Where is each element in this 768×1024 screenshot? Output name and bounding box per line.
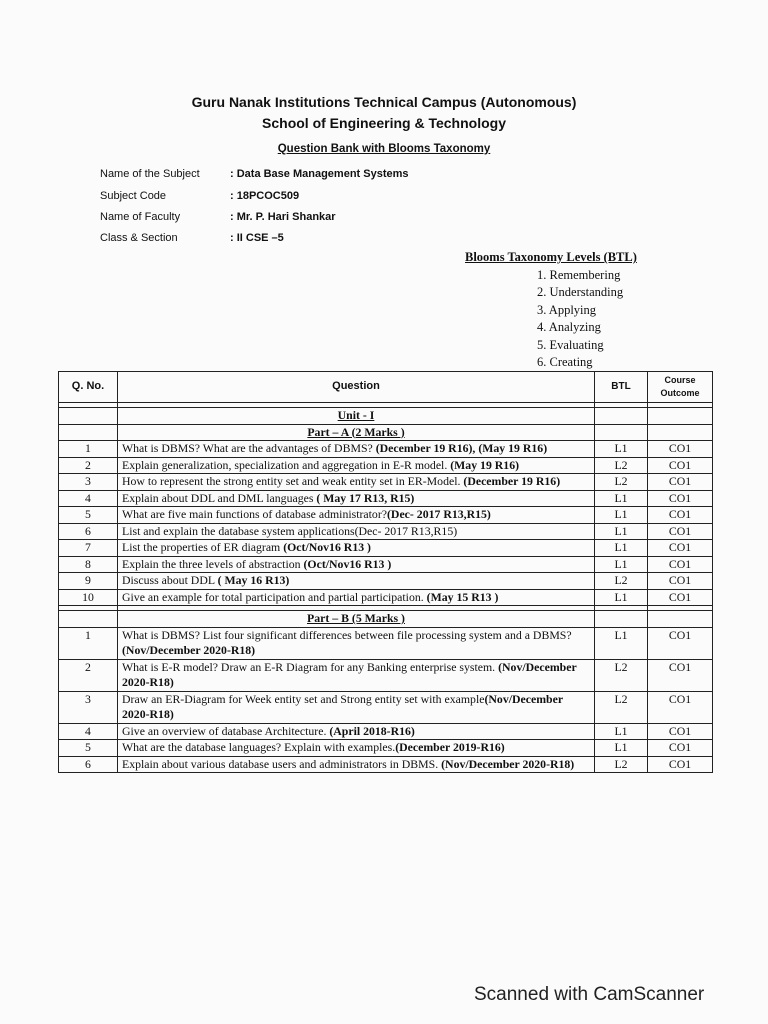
course-outcome bbox=[648, 723, 713, 740]
question-text bbox=[118, 691, 595, 723]
question-number-value: 10 bbox=[82, 589, 94, 604]
question-number-value: 4 bbox=[85, 490, 91, 505]
info-row-class bbox=[100, 230, 284, 250]
btl-level-value: L1 bbox=[614, 523, 628, 538]
question-text-value: Explain about various database users and administrators in DBMS. bbox=[122, 756, 442, 771]
btl-level-value: L2 bbox=[614, 691, 628, 706]
question-text-value: Give an overview of database Architecture. bbox=[122, 723, 330, 738]
part-a-title: Part – A (2 Marks ) bbox=[118, 424, 595, 441]
btl-level bbox=[595, 507, 648, 524]
institution-header bbox=[0, 92, 768, 134]
school-name: School of Engineering & Technology bbox=[262, 115, 506, 131]
question-number-value: 7 bbox=[85, 540, 91, 554]
course-outcome-value: CO1 bbox=[668, 691, 692, 706]
question-number bbox=[59, 573, 118, 590]
btl-level: 3. Applying bbox=[537, 302, 597, 317]
table-row bbox=[59, 540, 713, 557]
info-label: Subject Code bbox=[100, 190, 167, 202]
question-text bbox=[118, 540, 595, 557]
question-number bbox=[59, 659, 118, 691]
btl-level-value: L1 bbox=[614, 490, 628, 505]
btl-level-value: L2 bbox=[614, 659, 628, 674]
question-number-value: 2 bbox=[85, 457, 91, 472]
btl-level bbox=[595, 573, 648, 590]
exam-reference: ( May 17 R13, R15) bbox=[316, 490, 415, 505]
btl-level bbox=[595, 540, 648, 557]
info-value: : 18PCOC509 bbox=[230, 190, 300, 202]
info-label: Name of the Subject bbox=[100, 168, 200, 180]
question-number bbox=[59, 507, 118, 524]
question-text-value: What is DBMS? List four significant differences between file processing system and a DBMS? bbox=[122, 627, 572, 642]
table-row bbox=[59, 691, 713, 723]
question-number bbox=[59, 474, 118, 491]
exam-reference: (Dec- 2017 R13,R15) bbox=[387, 507, 491, 521]
exam-reference: (Nov/December 2020-R18) bbox=[122, 643, 256, 657]
info-value: : II CSE –5 bbox=[230, 232, 284, 244]
course-outcome-value: CO1 bbox=[668, 659, 692, 674]
btl-level: 5. Evaluating bbox=[537, 337, 604, 352]
question-number bbox=[59, 441, 118, 458]
exam-reference: (May 19 R16) bbox=[450, 457, 520, 472]
document-title: Question Bank with Blooms Taxonomy bbox=[277, 143, 491, 155]
unit-row bbox=[59, 408, 713, 425]
btl-level bbox=[595, 691, 648, 723]
question-text bbox=[118, 756, 595, 773]
question-text-value: Explain generalization, specialization and aggregation in E-R model. bbox=[122, 457, 451, 472]
btl-level-value: L1 bbox=[614, 627, 628, 642]
course-outcome-value: CO1 bbox=[668, 723, 692, 738]
question-text bbox=[118, 740, 595, 757]
btl-level-value: L1 bbox=[614, 441, 628, 455]
btl-level bbox=[595, 756, 648, 773]
question-text bbox=[118, 573, 595, 590]
course-outcome-value: CO1 bbox=[668, 523, 692, 538]
info-label: Class & Section bbox=[100, 232, 178, 244]
question-text-value: List the properties of ER diagram bbox=[122, 540, 284, 554]
question-text-value: List and explain the database system applications(Dec- 2017 R13,R15) bbox=[122, 523, 458, 538]
question-text bbox=[118, 589, 595, 606]
question-number bbox=[59, 723, 118, 740]
question-text bbox=[118, 507, 595, 524]
course-outcome-value: CO1 bbox=[668, 756, 692, 771]
question-text bbox=[118, 523, 595, 540]
part-b-row bbox=[59, 611, 713, 628]
part-a-row bbox=[59, 424, 713, 441]
table-row bbox=[59, 507, 713, 524]
question-number bbox=[59, 627, 118, 659]
question-text-value: Draw an ER-Diagram for Week entity set and Strong entity set with example bbox=[122, 691, 485, 706]
header-btl: BTL bbox=[595, 372, 648, 403]
btl-level-value: L1 bbox=[614, 556, 628, 571]
question-text-value: Discuss about DDL bbox=[122, 573, 218, 587]
table-row bbox=[59, 523, 713, 540]
table-row bbox=[59, 740, 713, 757]
btl-level-value: L2 bbox=[614, 457, 628, 472]
course-outcome bbox=[648, 573, 713, 590]
header-question: Question bbox=[118, 372, 595, 403]
course-outcome-value: CO1 bbox=[668, 573, 692, 587]
course-outcome-value: CO1 bbox=[668, 556, 692, 571]
exam-reference: (Nov/December 2020-R18) bbox=[122, 659, 577, 689]
table-row bbox=[59, 474, 713, 491]
question-text bbox=[118, 723, 595, 740]
btl-level bbox=[595, 457, 648, 474]
question-number bbox=[59, 756, 118, 773]
question-text bbox=[118, 457, 595, 474]
question-number-value: 1 bbox=[85, 441, 91, 455]
btl-level-value: L2 bbox=[614, 756, 628, 771]
exam-reference: (Oct/Nov16 R13 ) bbox=[303, 556, 392, 571]
question-number-value: 3 bbox=[85, 474, 91, 488]
exam-reference: ( May 16 R13) bbox=[217, 573, 290, 587]
course-outcome bbox=[648, 589, 713, 606]
question-text-value: Explain about DDL and DML languages bbox=[122, 490, 317, 505]
table-row bbox=[59, 627, 713, 659]
header-course-outcome: Course Outcome bbox=[648, 372, 713, 403]
course-outcome bbox=[648, 740, 713, 757]
question-number bbox=[59, 490, 118, 507]
question-text bbox=[118, 490, 595, 507]
exam-reference: (Nov/December 2020-R18) bbox=[122, 691, 563, 721]
course-outcome bbox=[648, 507, 713, 524]
question-text bbox=[118, 659, 595, 691]
btl-level bbox=[595, 523, 648, 540]
question-number bbox=[59, 523, 118, 540]
info-row-subject bbox=[100, 166, 409, 186]
question-number bbox=[59, 457, 118, 474]
question-number-value: 1 bbox=[85, 627, 91, 642]
btl-level bbox=[595, 659, 648, 691]
question-number-value: 4 bbox=[85, 723, 91, 738]
btl-level: 4. Analyzing bbox=[537, 320, 601, 334]
btl-level-value: L1 bbox=[614, 507, 628, 521]
btl-title: Blooms Taxonomy Levels (BTL) bbox=[465, 250, 637, 264]
table-row bbox=[59, 441, 713, 458]
question-number-value: 2 bbox=[85, 659, 91, 674]
course-outcome bbox=[648, 756, 713, 773]
question-text-value: How to represent the strong entity set and weak entity set in ER-Model. bbox=[122, 474, 464, 488]
info-row-faculty bbox=[100, 209, 336, 229]
institution-name: Guru Nanak Institutions Technical Campus (Autonomous) bbox=[191, 94, 577, 110]
question-text bbox=[118, 441, 595, 458]
exam-reference: (December 2019-R16) bbox=[395, 740, 505, 754]
question-text-value: Give an example for total participation and partial participation. bbox=[122, 589, 427, 604]
course-outcome bbox=[648, 441, 713, 458]
course-outcome-value: CO1 bbox=[668, 627, 692, 642]
course-outcome bbox=[648, 490, 713, 507]
btl-level-value: L1 bbox=[614, 589, 628, 604]
info-value: : Mr. P. Hari Shankar bbox=[230, 211, 336, 223]
table-body bbox=[59, 403, 713, 441]
question-text-value: What are the database languages? Explain with examples. bbox=[122, 740, 396, 754]
course-outcome-value: CO1 bbox=[668, 740, 692, 754]
course-outcome-value: CO1 bbox=[668, 441, 692, 455]
question-table bbox=[58, 371, 713, 773]
btl-level-value: L1 bbox=[614, 723, 628, 738]
exam-reference: (December 19 R16) bbox=[463, 474, 561, 488]
btl-level: 2. Understanding bbox=[537, 285, 624, 299]
btl-legend bbox=[465, 249, 637, 372]
btl-level-list bbox=[465, 267, 637, 372]
exam-reference: (May 15 R13 ) bbox=[426, 589, 499, 604]
table-row bbox=[59, 490, 713, 507]
course-outcome bbox=[648, 627, 713, 659]
exam-reference: (April 2018-R16) bbox=[329, 723, 415, 738]
table-header-row bbox=[59, 372, 713, 403]
btl-level-value: L2 bbox=[614, 474, 628, 488]
question-text-value: What is E-R model? Draw an E-R Diagram for any Banking enterprise system. bbox=[122, 659, 499, 674]
part-b-title: Part – B (5 Marks ) bbox=[118, 611, 595, 628]
question-text-value: Explain the three levels of abstraction bbox=[122, 556, 304, 571]
course-outcome bbox=[648, 556, 713, 573]
course-outcome-value: CO1 bbox=[668, 457, 692, 472]
table-row bbox=[59, 457, 713, 474]
table-row bbox=[59, 659, 713, 691]
btl-level-value: L2 bbox=[614, 573, 628, 587]
info-value: : Data Base Management Systems bbox=[230, 168, 409, 180]
btl-level bbox=[595, 474, 648, 491]
question-number bbox=[59, 740, 118, 757]
btl-level bbox=[595, 490, 648, 507]
question-number-value: 6 bbox=[85, 756, 91, 771]
question-text bbox=[118, 474, 595, 491]
course-outcome-value: CO1 bbox=[668, 474, 692, 488]
btl-level bbox=[595, 740, 648, 757]
scanner-watermark: Scanned with CamScanner bbox=[474, 984, 705, 1005]
course-outcome-value: CO1 bbox=[668, 490, 692, 505]
part-a-rows bbox=[59, 441, 713, 606]
course-outcome bbox=[648, 691, 713, 723]
course-outcome bbox=[648, 474, 713, 491]
course-outcome bbox=[648, 659, 713, 691]
btl-level bbox=[595, 556, 648, 573]
header-qno: Q. No. bbox=[59, 372, 118, 403]
question-number-value: 5 bbox=[85, 740, 91, 754]
course-outcome-value: CO1 bbox=[668, 589, 692, 604]
course-outcome-value: CO1 bbox=[668, 540, 692, 554]
question-text-value: What are five main functions of database administrator? bbox=[122, 507, 387, 521]
table-row bbox=[59, 556, 713, 573]
question-number bbox=[59, 540, 118, 557]
btl-level: 1. Remembering bbox=[537, 267, 621, 282]
question-number bbox=[59, 556, 118, 573]
course-outcome bbox=[648, 540, 713, 557]
unit-label: Unit - I bbox=[118, 408, 595, 425]
question-number-value: 9 bbox=[85, 573, 91, 587]
question-number-value: 5 bbox=[85, 507, 91, 521]
question-number-value: 3 bbox=[85, 691, 91, 706]
course-outcome bbox=[648, 523, 713, 540]
btl-level: 6. Creating bbox=[537, 355, 593, 369]
table-row bbox=[59, 723, 713, 740]
question-number-value: 8 bbox=[85, 556, 91, 571]
course-outcome-value: CO1 bbox=[668, 507, 692, 521]
question-number-value: 6 bbox=[85, 523, 91, 538]
table-row bbox=[59, 756, 713, 773]
part-b-header bbox=[59, 606, 713, 628]
table-row bbox=[59, 589, 713, 606]
btl-level bbox=[595, 723, 648, 740]
info-row-code bbox=[100, 188, 299, 208]
exam-reference: (Nov/December 2020-R18) bbox=[441, 756, 575, 771]
info-label: Name of Faculty bbox=[100, 211, 181, 223]
exam-reference: (December 19 R16), (May 19 R16) bbox=[375, 441, 548, 455]
question-number bbox=[59, 691, 118, 723]
course-outcome bbox=[648, 457, 713, 474]
table-row bbox=[59, 573, 713, 590]
exam-reference: (Oct/Nov16 R13 ) bbox=[283, 540, 371, 554]
btl-level-value: L1 bbox=[614, 540, 628, 554]
btl-level-value: L1 bbox=[614, 740, 628, 754]
question-number bbox=[59, 589, 118, 606]
btl-level bbox=[595, 627, 648, 659]
question-text bbox=[118, 556, 595, 573]
question-text bbox=[118, 627, 595, 659]
btl-level bbox=[595, 589, 648, 606]
part-b-rows bbox=[59, 627, 713, 773]
question-text-value: What is DBMS? What are the advantages of DBMS? bbox=[122, 441, 376, 455]
btl-level bbox=[595, 441, 648, 458]
